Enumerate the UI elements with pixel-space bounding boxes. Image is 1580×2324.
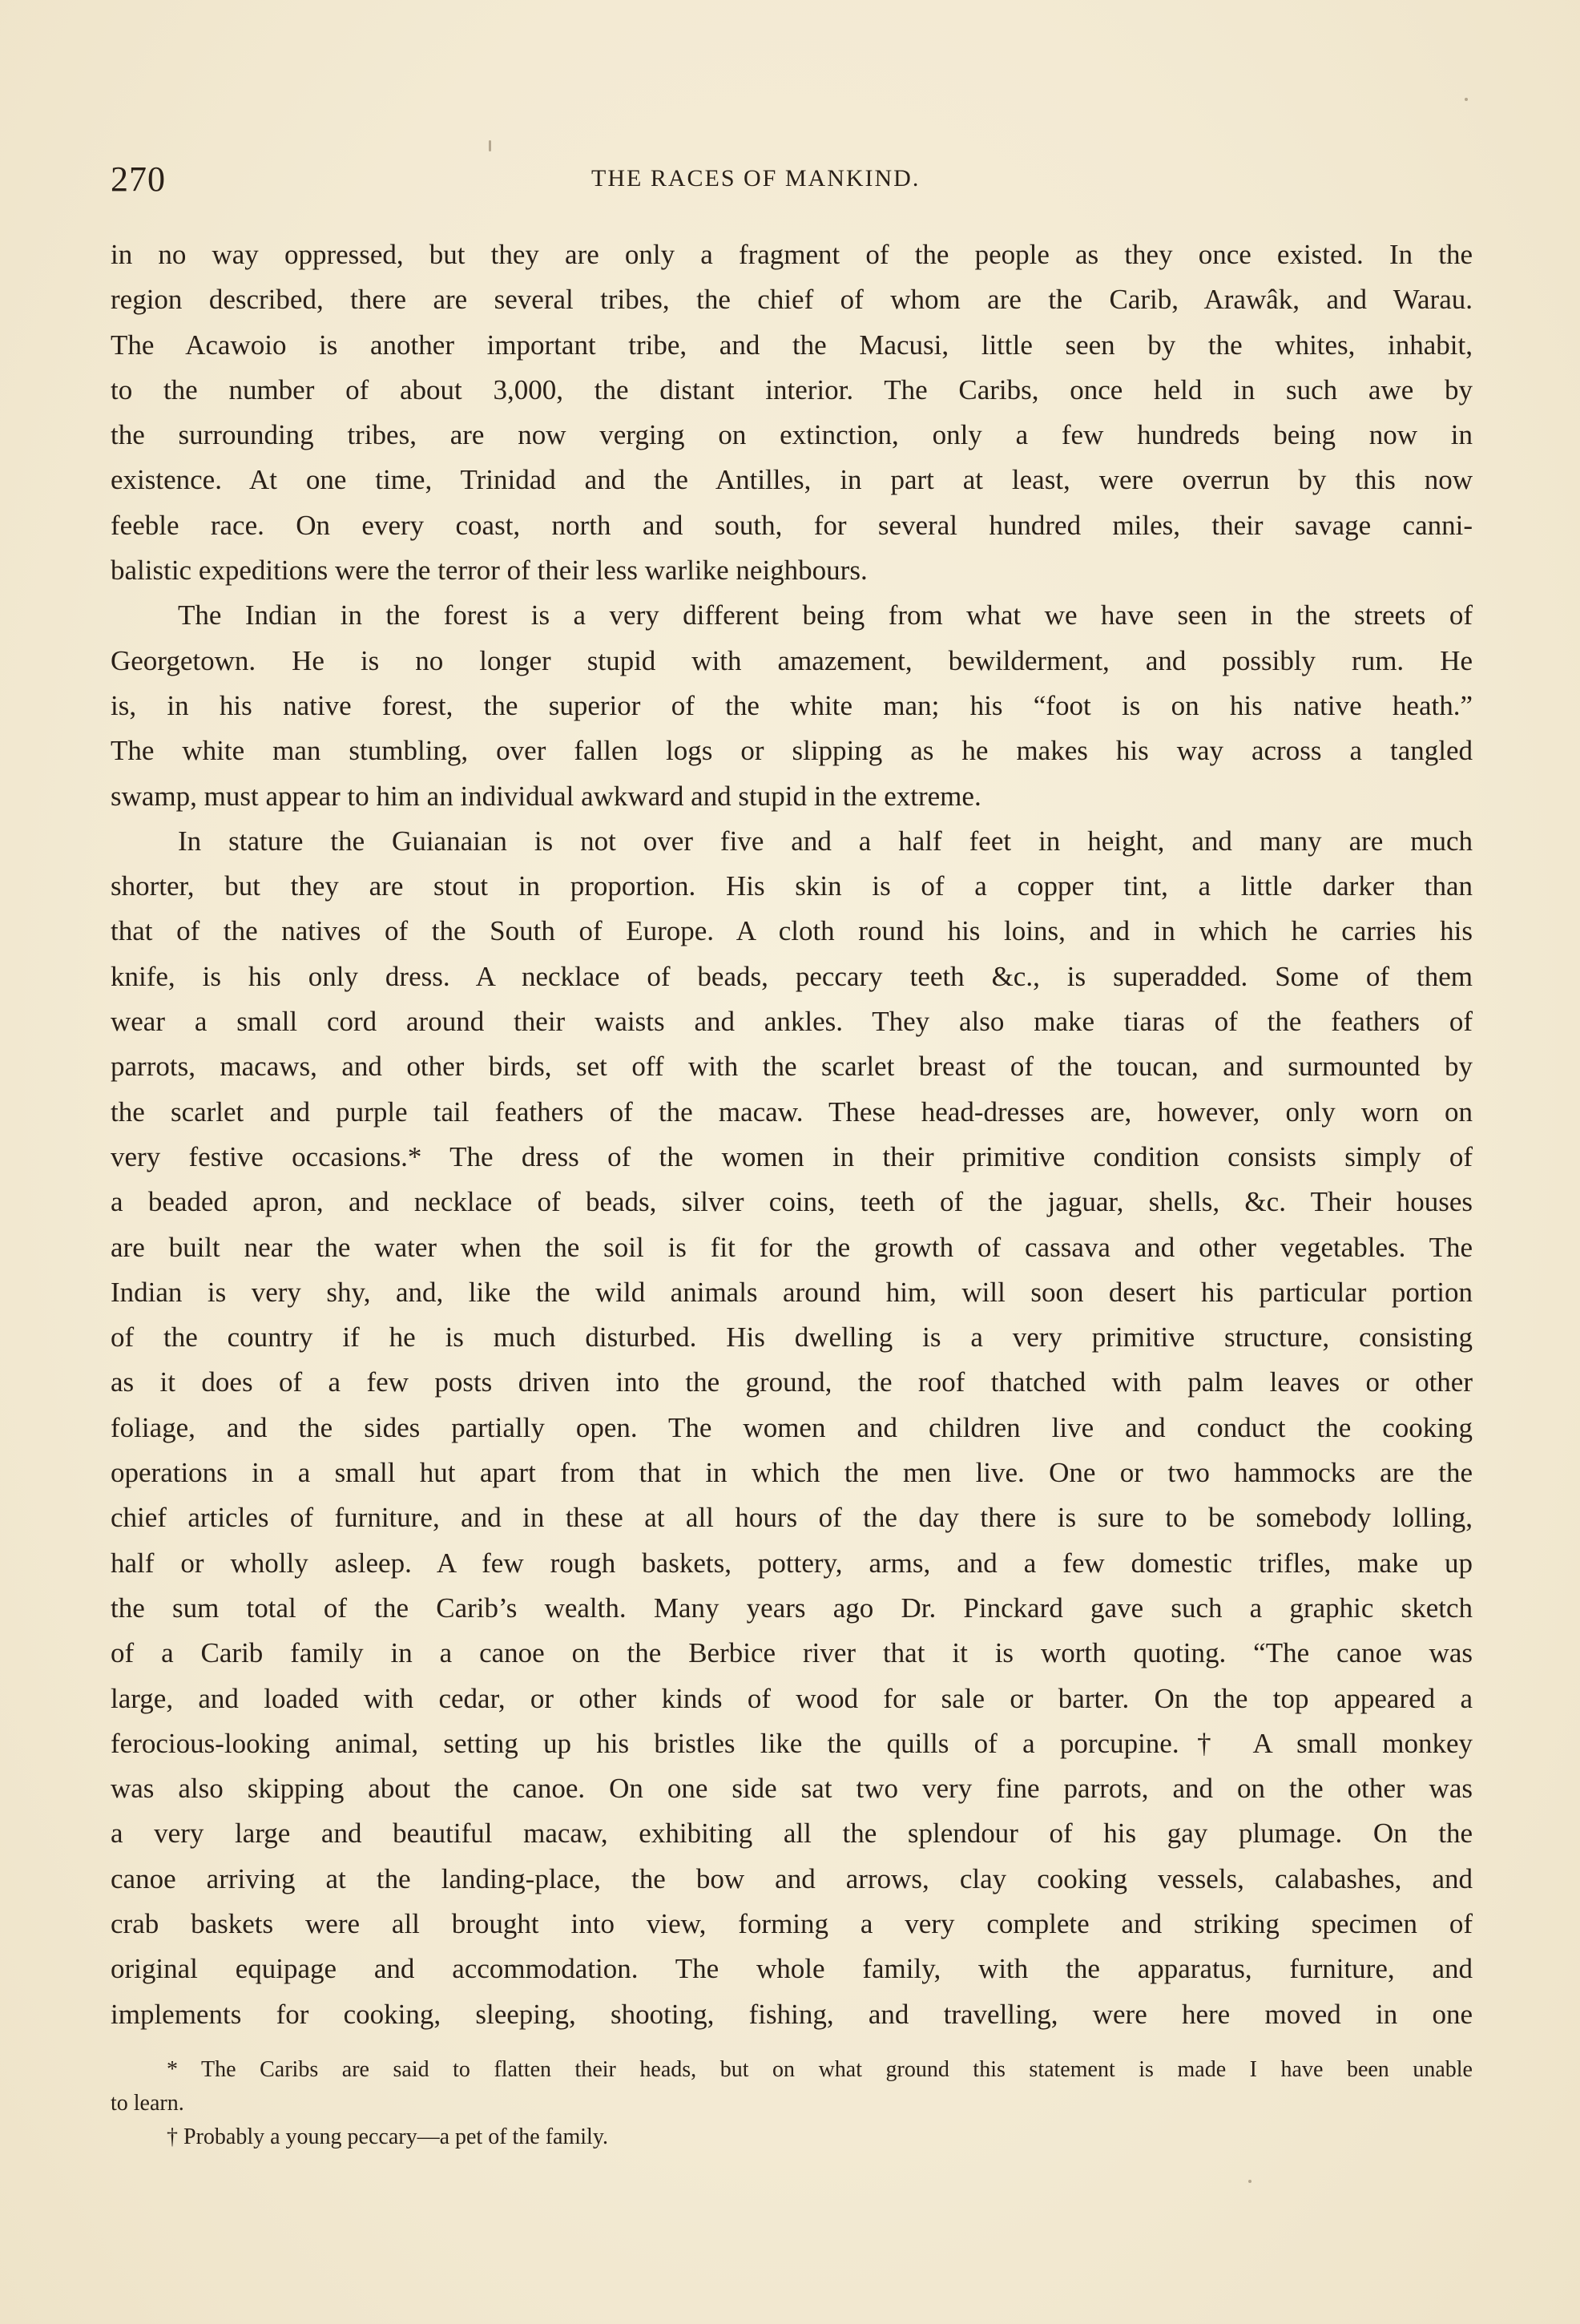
text-line: implements for cooking, sleeping, shooting, fishing, and travelling, were here moved in one [111, 1998, 1473, 2030]
text-line: are built near the water when the soil is fit for the growth of cassava and other vegetables. The [111, 1231, 1473, 1263]
text-line: Indian is very shy, and, like the wild animals around him, will soon desert his particular portion [111, 1276, 1473, 1308]
text-line: is, in his native forest, the superior of the white man; his “foot is on his native heath.” [111, 689, 1473, 721]
text-line: knife, is his only dress. A necklace of beads, peccary teeth &c., is superadded. Some of them [111, 960, 1473, 992]
body-text [111, 232, 1473, 2037]
text-line: to the number of about 3,000, the distant interior. The Caribs, once held in such awe by [111, 373, 1473, 405]
page-header [111, 159, 1473, 207]
text-line: as it does of a few posts driven into the ground, the roof thatched with palm leaves or other [111, 1366, 1473, 1398]
text-line: in no way oppressed, but they are only a fragment of the people as they once existed. In the [111, 239, 1473, 270]
text-line: feeble race. On every coast, north and south, for several hundred miles, their savage canni- [111, 509, 1473, 541]
footnote-line: * The Caribs are said to flatten their heads, but on what ground this statement is made I have been unable [167, 2057, 1473, 2082]
text-line: In stature the Guianaian is not over five and a half feet in height, and many are much [178, 825, 1473, 857]
paper-speck [489, 140, 491, 151]
text-line: a very large and beautiful macaw, exhibiting all the splendour of his gay plumage. On the [111, 1818, 1473, 1850]
text-line: was also skipping about the canoe. On one side sat two very fine parrots, and on the other was [111, 1773, 1473, 1805]
text-line: of the country if he is much disturbed. His dwelling is a very primitive structure, consisting [111, 1321, 1473, 1354]
footnote-line: to learn. [111, 2091, 184, 2116]
text-line: The white man stumbling, over fallen logs or slipping as he makes his way across a tangled [111, 735, 1473, 767]
text-line: the surrounding tribes, are now verging on extinction, only a few hundreds being now in [111, 419, 1473, 451]
running-title: THE RACES OF MANKIND. [591, 165, 921, 192]
text-line: large, and loaded with cedar, or other kinds of wood for sale or barter. On the top appeared a [111, 1682, 1473, 1714]
text-line: crab baskets were all brought into view, forming a very complete and striking specimen of [111, 1907, 1473, 1939]
text-line: half or wholly asleep. A few rough baskets, pottery, arms, and a few domestic trifles, make up [111, 1547, 1473, 1579]
text-line: swamp, must appear to him an individual awkward and stupid in the extreme. [111, 780, 981, 812]
text-line: The Indian in the forest is a very different being from what we have seen in the streets of [178, 599, 1473, 631]
text-line: that of the natives of the South of Europe. A cloth round his loins, and in which he carries his [111, 915, 1473, 947]
text-line: shorter, but they are stout in proportion. His skin is of a copper tint, a little darker than [111, 870, 1473, 902]
text-line: a beaded apron, and necklace of beads, silver coins, teeth of the jaguar, shells, &c. Their houses [111, 1186, 1473, 1218]
text-line: ferocious-looking animal, setting up his bristles like the quills of a porcupine.† A small monkey [111, 1727, 1473, 1759]
text-line: parrots, macaws, and other birds, set off with the scarlet breast of the toucan, and surmounted by [111, 1051, 1473, 1083]
text-line: original equipage and accommodation. The whole family, with the apparatus, furniture, and [111, 1953, 1473, 1985]
text-line: wear a small cord around their waists and ankles. They also make tiaras of the feathers of [111, 1006, 1473, 1038]
text-line: existence. At one time, Trinidad and the Antilles, in part at least, were overrun by this now [111, 464, 1473, 496]
text-line: of a Carib family in a canoe on the Berbice river that it is worth quoting. “The canoe was [111, 1637, 1473, 1669]
text-line: the sum total of the Carib’s wealth. Many years ago Dr. Pinckard gave such a graphic sketch [111, 1592, 1473, 1624]
paper-speck [1248, 2180, 1252, 2183]
text-line: very festive occasions.* The dress of the women in their primitive condition consists simply of [111, 1140, 1473, 1172]
text-line: foliage, and the sides partially open. The women and children live and conduct the cooking [111, 1411, 1473, 1443]
text-line: balistic expeditions were the terror of their less warlike neighbours. [111, 555, 868, 587]
text-line: The Acawoio is another important tribe, and the Macusi, little seen by the whites, inhabit, [111, 329, 1473, 361]
text-line: chief articles of furniture, and in these at all hours of the day there is sure to be somebody lolling, [111, 1502, 1473, 1534]
footnotes [111, 2053, 1473, 2154]
footnote-line: † Probably a young peccary—a pet of the family. [167, 2124, 609, 2149]
text-line: Georgetown. He is no longer stupid with amazement, bewilderment, and possibly rum. He [111, 644, 1473, 676]
text-line: canoe arriving at the landing-place, the bow and arrows, clay cooking vessels, calabashes, and [111, 1862, 1473, 1894]
text-line: the scarlet and purple tail feathers of the macaw. These head-dresses are, however, only worn on [111, 1095, 1473, 1128]
text-line: region described, there are several tribes, the chief of whom are the Carib, Arawâk, and Warau. [111, 284, 1473, 316]
page-number: 270 [111, 159, 166, 199]
text-line: operations in a small hut apart from that in which the men live. One or two hammocks are the [111, 1457, 1473, 1489]
paper-speck [1465, 98, 1468, 101]
